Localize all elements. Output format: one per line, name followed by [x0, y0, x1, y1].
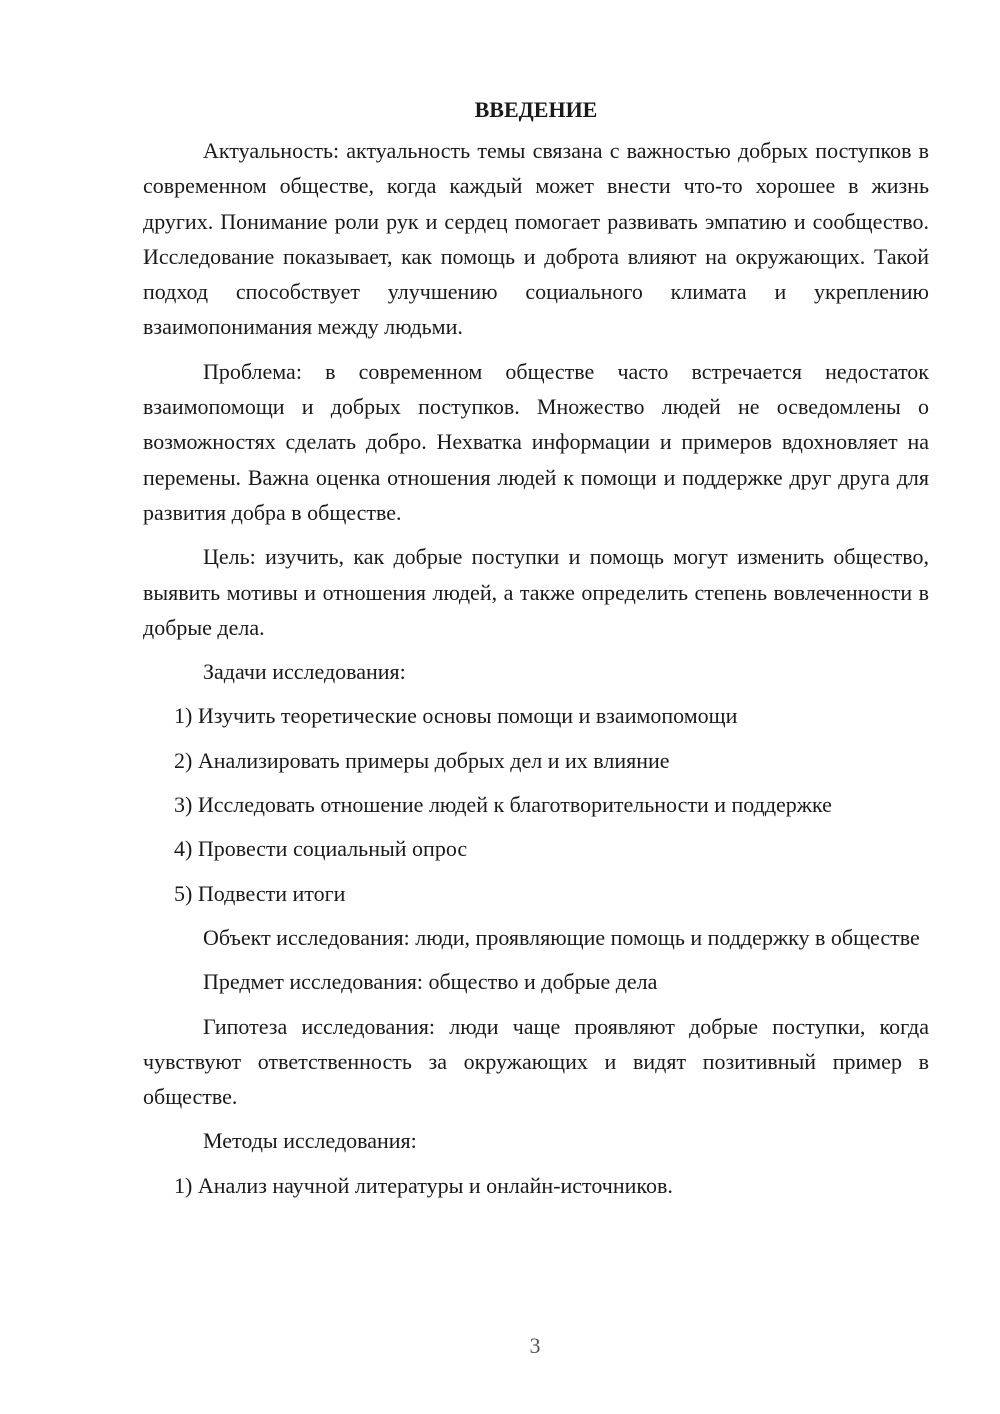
list-item: 1) Изучить теоретические основы помощи и взаимопомощи — [174, 703, 738, 729]
methods-heading: Методы исследования: — [203, 1128, 417, 1154]
tasks-list — [143, 698, 929, 910]
list-item: 5) Подвести итоги — [174, 880, 346, 906]
goal-paragraph: Цель: изучить, как добрые поступки и помощь могут изменить общество, выявить мотивы и отношения людей, а также определить степень вовлеченности в добрые дела. — [143, 544, 929, 640]
page-number: 3 — [529, 1333, 541, 1358]
hypothesis-paragraph: Гипотеза исследования: люди чаще проявляют добрые поступки, когда чувствуют ответственность за окружающих и видят позитивный пример в обществе. — [143, 1013, 929, 1110]
section-title: ВВЕДЕНИЕ — [474, 97, 598, 122]
problem-paragraph: Проблема: в современном обществе часто встречается недостаток взаимопомощи и добрых поступков. Множество людей не осведомлены о возможностях сделать добро. Нехватка информации и примеров вдохновляет на перемены. Важна оценка отношения людей к помощи и поддержке друг друга для развития добра в обществе. — [143, 358, 929, 525]
subject-paragraph: Предмет исследования: общество и добрые дела — [203, 969, 658, 995]
list-item: 4) Провести социальный опрос — [174, 836, 468, 862]
object-paragraph: Объект исследования: люди, проявляющие помощь и поддержку в обществе — [203, 924, 920, 950]
relevance-paragraph: Актуальность: актуальность темы связана с важностью добрых поступков в современном обществе, когда каждый может внести что-то хорошее в жизнь других. Понимание роли рук и сердец помогает развивать эмпатию и сообщество. Исследование показывает, как помощь и доброта влияют на окружающих. Такой подход способствует улучшению социального климата и укреплению взаимопонимания между людьми. — [143, 138, 929, 340]
list-item: 1) Анализ научной литературы и онлайн-источников. — [174, 1172, 673, 1198]
tasks-heading: Задачи исследования: — [203, 659, 406, 685]
list-item: 3) Исследовать отношение людей к благотворительности и поддержке — [174, 792, 832, 818]
list-item: 2) Анализировать примеры добрых дел и их влияние — [174, 747, 670, 773]
document-page — [143, 92, 929, 1212]
methods-list — [143, 1168, 929, 1203]
